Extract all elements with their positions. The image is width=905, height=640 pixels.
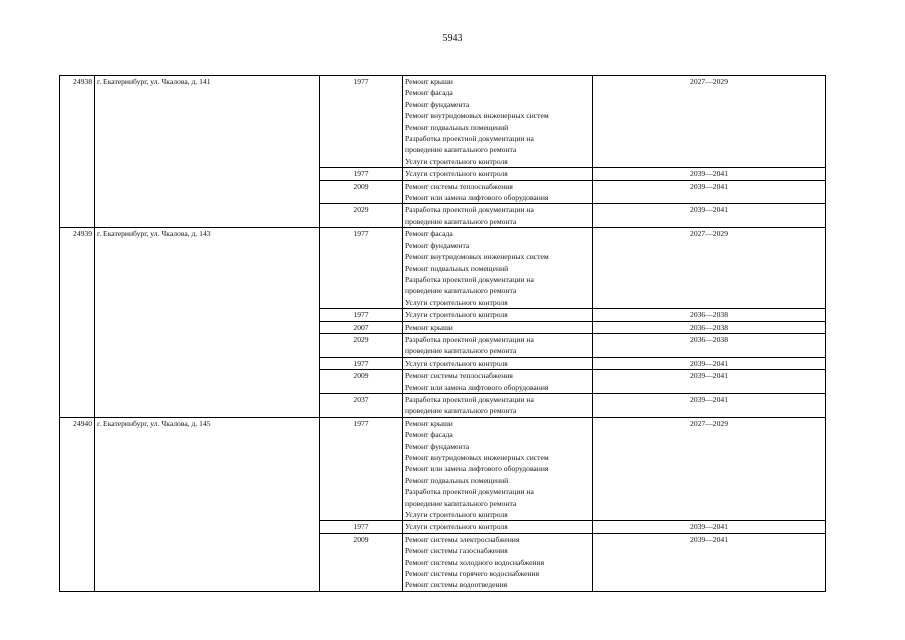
- work-types-cell: [403, 180, 593, 204]
- work-type-line: Ремонт системы холодного водоснабжения: [405, 557, 545, 567]
- work-type-line: Услуги строительного контроля: [405, 156, 508, 166]
- year-cell: 2007: [320, 321, 403, 333]
- year-cell: 2029: [320, 333, 403, 357]
- work-types-cell: [403, 393, 593, 417]
- work-types-cell: [403, 417, 593, 521]
- work-type-line: Разработка проектной документации на: [405, 134, 534, 144]
- period-cell: 2039—2041: [593, 180, 826, 204]
- building-id-cell: 24939: [60, 228, 95, 418]
- year-cell: 1977: [320, 168, 403, 180]
- work-type-line: проведение капитального ремонта: [405, 145, 517, 155]
- work-type-line: проведение капитального ремонта: [405, 498, 517, 508]
- work-types-cell: [403, 370, 593, 394]
- period-cell: 2039—2041: [593, 168, 826, 180]
- work-types-cell: [403, 357, 593, 369]
- work-type-line: Ремонт системы теплоснабжения: [405, 371, 513, 381]
- work-type-line: Ремонт фундамента: [405, 441, 470, 451]
- work-types-cell: [403, 521, 593, 533]
- period-cell: 2039—2041: [593, 357, 826, 369]
- work-types-cell: [403, 228, 593, 309]
- work-type-line: Ремонт или замена лифтового оборудования: [405, 464, 549, 474]
- repair-schedule-table: [59, 75, 826, 592]
- period-cell: 2036—2038: [593, 333, 826, 357]
- work-type-line: Услуги строительного контроля: [405, 297, 508, 307]
- table-body: [60, 76, 826, 592]
- year-cell: 1977: [320, 76, 403, 168]
- work-type-line: Ремонт фасада: [405, 430, 453, 440]
- work-type-line: Ремонт крыши: [405, 418, 453, 428]
- year-cell: 1977: [320, 417, 403, 521]
- year-cell: 2009: [320, 533, 403, 591]
- work-types-cell: [403, 321, 593, 333]
- work-type-line: Услуги строительного контроля: [405, 358, 508, 368]
- address-cell: г. Екатеринбург, ул. Чкалова, д. 145: [95, 417, 320, 591]
- work-type-line: проведение капитального ремонта: [405, 286, 517, 296]
- work-types-cell: [403, 333, 593, 357]
- work-type-line: Услуги строительного контроля: [405, 169, 508, 179]
- work-type-line: Разработка проектной документации на: [405, 394, 534, 404]
- work-type-line: Ремонт подвальных помещений: [405, 122, 509, 132]
- year-cell: 1977: [320, 521, 403, 533]
- work-type-line: Ремонт крыши: [405, 322, 453, 332]
- work-type-line: Услуги строительного контроля: [405, 310, 508, 320]
- table-row: [60, 76, 826, 168]
- work-type-line: Услуги строительного контроля: [405, 522, 508, 532]
- period-cell: 2039—2041: [593, 393, 826, 417]
- work-type-line: Ремонт системы водоотведения: [405, 580, 508, 590]
- period-cell: 2036—2038: [593, 321, 826, 333]
- work-type-line: Ремонт фасада: [405, 229, 453, 239]
- year-cell: 1977: [320, 357, 403, 369]
- work-type-line: Ремонт или замена лифтового оборудования: [405, 382, 549, 392]
- work-type-line: Разработка проектной документации на: [405, 274, 534, 284]
- work-type-line: Разработка проектной документации на: [405, 205, 534, 215]
- address-cell: г. Екатеринбург, ул. Чкалова, д. 143: [95, 228, 320, 418]
- table-row: [60, 228, 826, 309]
- work-type-line: проведение капитального ремонта: [405, 346, 517, 356]
- year-cell: 1977: [320, 309, 403, 321]
- year-cell: 2009: [320, 370, 403, 394]
- period-cell: 2027—2029: [593, 417, 826, 521]
- address-cell: г. Екатеринбург, ул. Чкалова, д. 141: [95, 76, 320, 228]
- period-cell: 2027—2029: [593, 76, 826, 168]
- work-type-line: Ремонт подвальных помещений: [405, 263, 509, 273]
- period-cell: 2039—2041: [593, 521, 826, 533]
- work-type-line: Ремонт крыши: [405, 77, 453, 86]
- page-number: 5943: [442, 33, 463, 44]
- work-type-line: Ремонт или замена лифтового оборудования: [405, 193, 549, 203]
- period-cell: 2039—2041: [593, 533, 826, 591]
- work-type-line: Ремонт фундамента: [405, 240, 470, 250]
- work-type-line: Разработка проектной документации на: [405, 334, 534, 344]
- work-type-line: Ремонт системы электроснабжения: [405, 534, 520, 544]
- work-type-line: проведение капитального ремонта: [405, 216, 517, 226]
- work-type-line: Ремонт системы горячего водоснабжения: [405, 569, 540, 579]
- year-cell: 2029: [320, 204, 403, 228]
- work-type-line: Ремонт фундамента: [405, 99, 470, 109]
- work-type-line: Услуги строительного контроля: [405, 510, 508, 520]
- work-types-cell: [403, 168, 593, 180]
- work-types-cell: [403, 309, 593, 321]
- work-type-line: Разработка проектной документации на: [405, 487, 534, 497]
- year-cell: 2009: [320, 180, 403, 204]
- work-types-cell: [403, 533, 593, 591]
- year-cell: 2037: [320, 393, 403, 417]
- work-type-line: проведение капитального ремонта: [405, 406, 517, 416]
- period-cell: 2039—2041: [593, 204, 826, 228]
- building-id-cell: 24940: [60, 417, 95, 591]
- work-type-line: Ремонт внутридомовых инженерных систем: [405, 111, 549, 121]
- work-type-line: Ремонт системы теплоснабжения: [405, 181, 513, 191]
- period-cell: 2027—2029: [593, 228, 826, 309]
- work-type-line: Ремонт внутридомовых инженерных систем: [405, 453, 549, 462]
- work-type-line: Ремонт внутридомовых инженерных систем: [405, 252, 549, 262]
- table-row: [60, 417, 826, 521]
- building-id-cell: 24938: [60, 76, 95, 228]
- period-cell: 2039—2041: [593, 370, 826, 394]
- work-types-cell: [403, 204, 593, 228]
- period-cell: 2036—2038: [593, 309, 826, 321]
- work-type-line: Ремонт подвальных помещений: [405, 475, 509, 485]
- work-type-line: Ремонт фасада: [405, 88, 453, 98]
- work-types-cell: [403, 76, 593, 168]
- work-type-line: Ремонт системы газоснабжения: [405, 546, 508, 556]
- year-cell: 1977: [320, 228, 403, 309]
